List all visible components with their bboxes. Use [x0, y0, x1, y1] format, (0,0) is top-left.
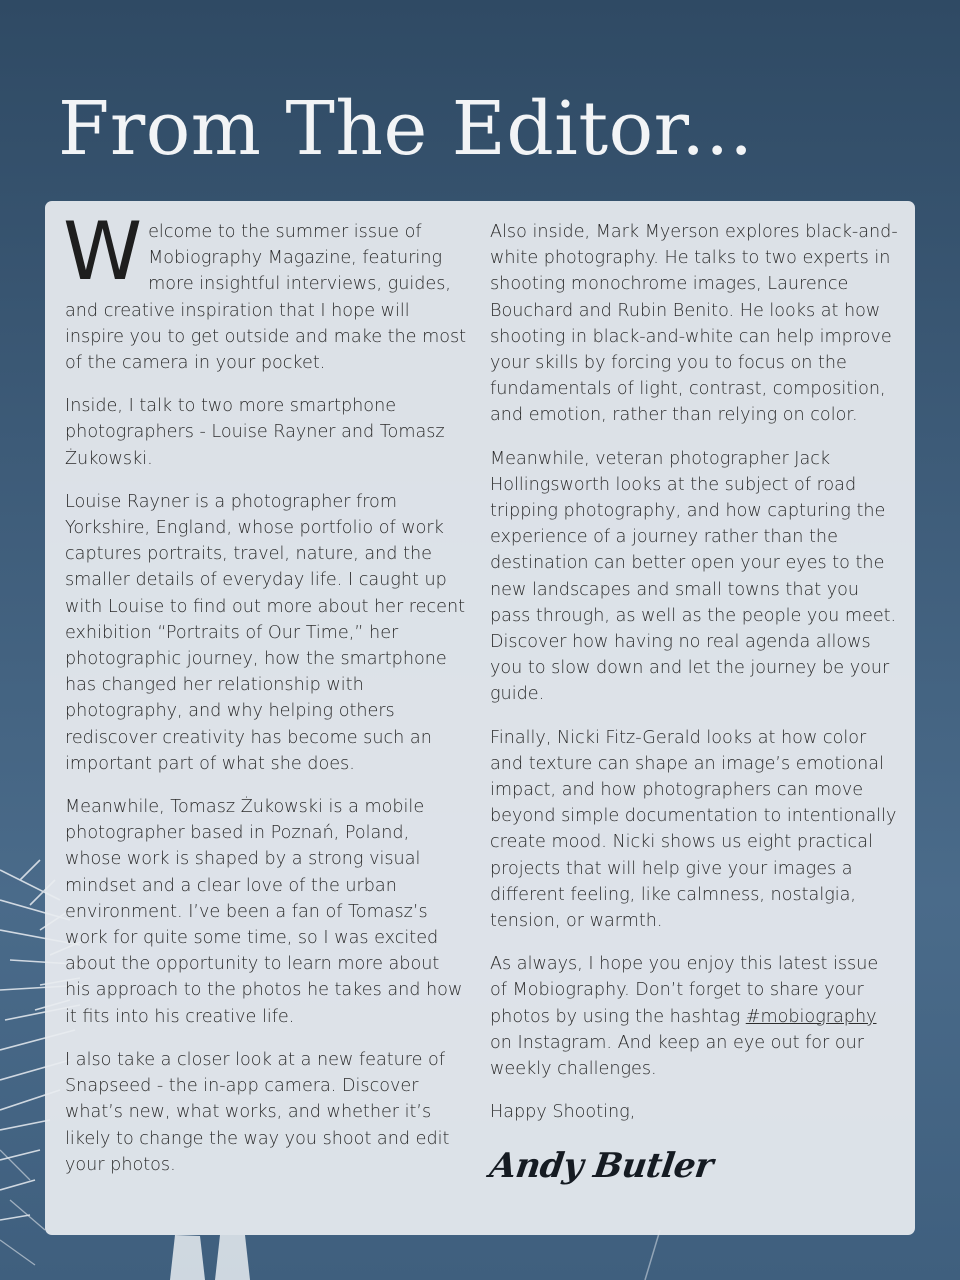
closing-text: As always, I hope you enjoy this latest issue of Mobiography. Don’t forget to share your photos by using the hashtag: [490, 954, 879, 1027]
drop-cap: W: [63, 205, 143, 298]
paragraph: Also inside, Mark Myerson explores black-and-white photography. He talks to two experts in shooting monochrome images, Laurence Bouchard and Rubin Benito. He looks at how shooting in black-and-white can help improve your skills by forcing you to focus on the fundamentals of light, contrast, composition, and emotion, rather than relying on color.: [490, 222, 898, 426]
paragraph: Louise Rayner is a photographer from Yorkshire, England, whose portfolio of work captures portraits, travel, nature, and the smaller details of everyday life. I caught up with Louise to find out more about her recent exhibition “Portraits of Our Time,” her photographic journey, how the smartphone has changed her relationship with photography, and why helping others rediscover creativity has become such an important part of what she does.: [65, 491, 465, 774]
paragraph: I also take a closer look at a new feature of Snapseed - the in-app camera. Discover what’s new, what works, and whether it’s likely to change the way you shoot and edit your photos.: [65, 1049, 450, 1175]
editor-signature: Andy Butler: [487, 1145, 716, 1186]
paragraph: Meanwhile, veteran photographer Jack Hollingsworth looks at the subject of road tripping photography, and how capturing the experience of a journey rather than the destination can better open your eyes to the new landscapes and small towns that you pass through, as well as the people you meet. Discover how having no real agenda allows you to slow down and let the journey be your guide.: [490, 448, 897, 705]
paragraph: Meanwhile, Tomasz Żukowski is a mobile photographer based in Poznań, Poland, whose work is shaped by a strong visual mindset and a clear love of the urban environment. I’ve been a fan of Tomasz’s work for quite some time, so I was excited about the opportunity to learn more about his approach to the photos he takes and how it fits into his creative life.: [65, 797, 463, 1027]
right-column: [487, 219, 900, 1186]
sign-off: Happy Shooting,: [490, 1102, 636, 1123]
editorial-panel: [45, 201, 915, 1235]
paragraph: Inside, I talk to two more smartphone photographers - Louise Rayner and Tomasz Żukowski.: [65, 396, 445, 469]
closing-text-end: on Instagram. And keep an eye out for our weekly challenges.: [490, 1032, 865, 1080]
intro-paragraph: [63, 205, 470, 376]
intro-text: elcome to the summer issue of Mobiography Magazine, featuring more insightful interviews, guides, and creative inspiration that I hope will inspire you to get outside and make the most of the camera in your pocket.: [65, 222, 467, 374]
closing-paragraph: [490, 951, 900, 1082]
page-title: From The Editor...: [58, 86, 754, 172]
hashtag-link[interactable]: #mobiography: [745, 1006, 877, 1027]
paragraph: Finally, Nicki Fitz-Gerald looks at how color and texture can shape an image’s emotional impact, and how photographers can move beyond simple documentation to intentionally create mood. Nicki shows us eight practical projects that will help give your images a different feeling, like calmness, nostalgia, tension, or warmth.: [490, 727, 897, 932]
left-column: [63, 205, 470, 1195]
